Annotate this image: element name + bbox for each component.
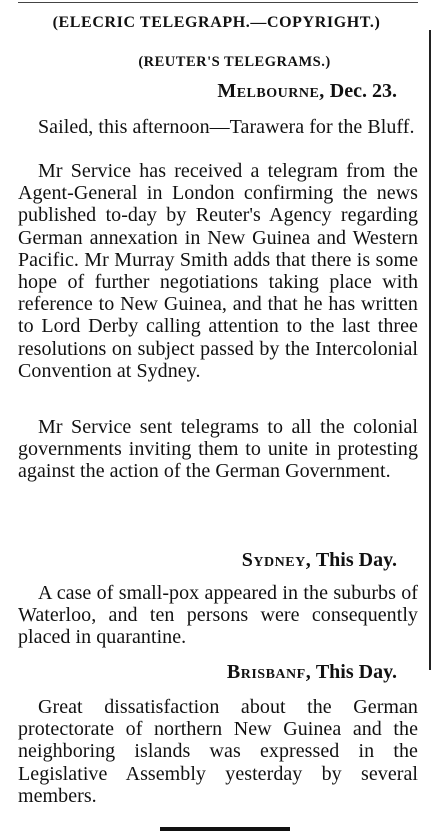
paragraph: Mr Service sent telegrams to all the colonial governments inviting them to unite in protesting against the action of the German Government. (18, 416, 418, 483)
agency-heading: (REUTER'S TELEGRAMS.) (138, 54, 331, 70)
dateline-place: Melbourne, (217, 80, 325, 102)
paragraph: Sailed, this afternoon—Tarawera for the Bluff. (38, 116, 415, 138)
dateline-melbourne (217, 80, 397, 103)
dateline-place: Sydney, (241, 549, 312, 571)
dateline-time: Dec. 23. (329, 80, 397, 102)
dateline-sydney (242, 549, 397, 572)
dateline-time: This Day. (315, 549, 397, 571)
copyright-heading: (ELECRIC TELEGRAPH.—COPYRIGHT.) (52, 14, 381, 31)
dateline-time: This Day. (315, 661, 397, 683)
top-rule (18, 2, 418, 3)
dateline-brisbane (227, 661, 397, 684)
dateline-place: Brisbanf, (226, 661, 312, 683)
paragraph: A case of small-pox appeared in the suburbs of Waterloo, and ten persons were consequently placed in quarantine. (18, 582, 418, 649)
bottom-rule (160, 827, 290, 831)
column-rule (429, 30, 431, 670)
paragraph: Great dissatisfaction about the German protectorate of northern New Guinea and the neighboring islands was expressed in the Legislative Assembly yesterday by several members. (18, 696, 418, 807)
paragraph: Mr Service has received a telegram from the Agent-General in London confirming the news published to-day by Reuter's Agency regarding German annexation in New Guinea and Western Pacific. Mr Murray Smith adds that there is some hope of further negotiations taking place with reference to New Guinea, and that he has written to Lord Derby calling attention to the last three resolutions on subject passed by the Intercolonial Convention at Sydney. (18, 160, 418, 382)
